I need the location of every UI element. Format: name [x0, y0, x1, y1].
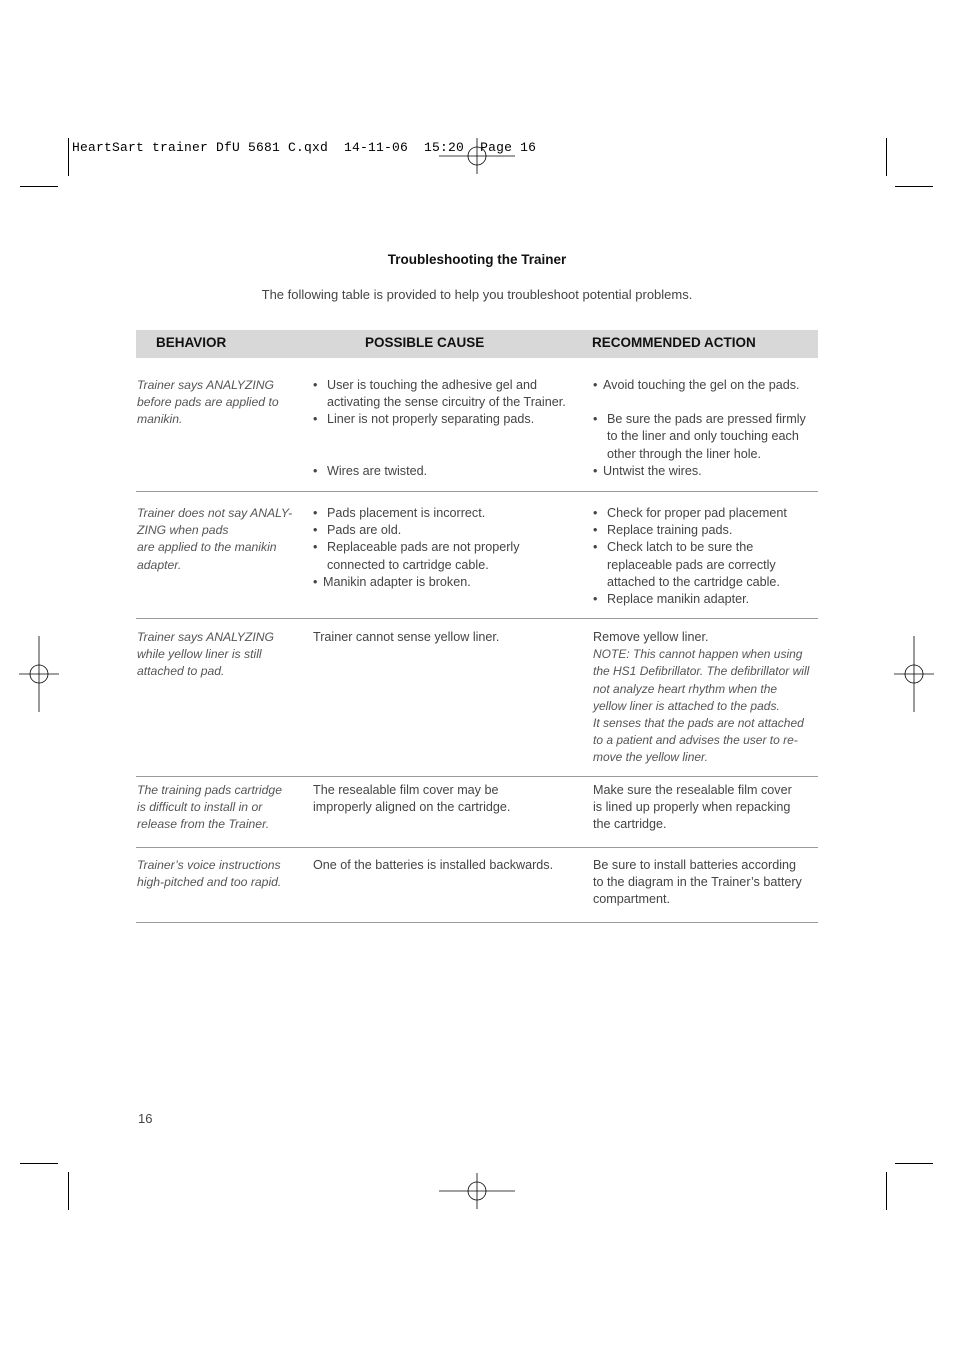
text-line: to the diagram in the Trainer’s battery	[593, 875, 802, 890]
list-item	[313, 539, 583, 573]
text-line: Trainer’s voice instructions	[137, 858, 281, 872]
text-line: • Avoid touching the gel on the pads.	[603, 378, 800, 392]
list-item	[313, 522, 583, 539]
action-cell	[593, 377, 818, 480]
cause-cell	[313, 377, 583, 480]
text-line: release from the Trainer.	[137, 817, 270, 832]
crop-mark	[895, 1163, 933, 1164]
text-line: Remove yellow liner.	[593, 630, 709, 644]
text-line: The training pads cartridge	[137, 783, 282, 797]
text-line: not analyze heart rhythm when the	[593, 681, 778, 696]
behavior-cell	[137, 505, 297, 574]
text-line: Trainer does not say ANALY-	[137, 506, 293, 520]
cause-cell	[313, 505, 583, 591]
text-line: before pads are applied to	[137, 395, 279, 410]
list-item	[593, 539, 818, 591]
table-row	[136, 492, 818, 619]
text-line: to the liner and only touching each	[607, 429, 799, 444]
cause-cell	[313, 629, 583, 646]
list-item	[593, 411, 818, 463]
print-slug: HeartSart trainer DfU 5681 C.qxd 14-11-06 15:20 Page 16	[72, 140, 537, 155]
list-item	[313, 505, 583, 522]
text-line: • Replaceable pads are not properly	[327, 540, 520, 555]
page-title: Troubleshooting the Trainer	[387, 252, 567, 267]
crop-mark	[68, 1172, 69, 1210]
troubleshooting-table	[136, 330, 818, 907]
registration-mark-icon	[457, 1171, 497, 1211]
text-line: • Pads placement is incorrect.	[327, 506, 486, 520]
list-item	[593, 522, 818, 539]
table-row	[136, 619, 818, 777]
header-action: RECOMMENDED ACTION	[592, 335, 756, 350]
text-line: Trainer says ANALYZING	[137, 630, 275, 644]
header-behavior: BEHAVIOR	[156, 335, 227, 350]
text-line: to a patient and advises the user to re-	[593, 733, 798, 748]
list-item	[593, 377, 818, 394]
text-line: attached to pad.	[137, 664, 225, 679]
text-line: • Check latch to be sure the	[607, 540, 754, 555]
text-line: adapter.	[137, 557, 182, 572]
table-header	[136, 330, 818, 358]
text-line: • Be sure the pads are pressed firmly	[607, 412, 806, 427]
crop-mark	[20, 186, 58, 187]
table-row	[136, 777, 818, 848]
text-line: • Check for proper pad placement	[607, 506, 787, 520]
crop-mark	[20, 1163, 58, 1164]
list-item	[593, 591, 818, 608]
text-line: move the yellow liner.	[593, 750, 708, 765]
text-line: Make sure the resealable film cover	[593, 783, 792, 797]
list-item	[313, 377, 583, 411]
text-line: One of the batteries is installed backwards.	[313, 858, 554, 872]
text-line: are applied to the manikin	[137, 540, 277, 555]
text-line: Trainer cannot sense yellow liner.	[313, 630, 500, 644]
text-line: is difficult to install in or	[137, 800, 263, 815]
text-line: activating the sense circuitry of the Trainer.	[327, 395, 566, 410]
action-cell	[593, 782, 818, 834]
list-item	[313, 411, 583, 428]
behavior-cell	[137, 629, 297, 681]
text-line: • Untwist the wires.	[603, 463, 702, 478]
text-line: • Pads are old.	[327, 523, 402, 538]
text-line: is lined up properly when repacking	[593, 800, 791, 815]
action-cell	[593, 505, 818, 608]
text-line: • User is touching the adhesive gel and	[327, 378, 538, 392]
text-line: ZING when pads	[137, 523, 229, 538]
cause-cell	[313, 857, 583, 874]
text-line: while yellow liner is still	[137, 647, 262, 662]
text-line: manikin.	[137, 412, 183, 427]
crop-mark	[886, 138, 887, 176]
text-line: • Wires are twisted.	[327, 463, 428, 478]
crop-mark	[68, 138, 69, 176]
header-cause: POSSIBLE CAUSE	[365, 335, 485, 350]
list-item	[313, 574, 583, 591]
text-line: the cartridge.	[593, 817, 667, 832]
list-item	[313, 463, 583, 480]
note	[593, 646, 818, 766]
text-line: improperly aligned on the cartridge.	[313, 800, 511, 815]
crop-mark	[895, 186, 933, 187]
text-line: compartment.	[593, 892, 670, 907]
table-row	[136, 848, 818, 923]
behavior-cell	[137, 857, 297, 891]
text-line: yellow liner is attached to the pads.	[593, 698, 780, 713]
cause-cell	[313, 782, 583, 816]
text-line: • Manikin adapter is broken.	[323, 574, 471, 589]
text-line: • Replace training pads.	[607, 523, 733, 538]
action-cell	[593, 629, 818, 767]
behavior-cell	[137, 377, 297, 429]
behavior-cell	[137, 782, 297, 834]
text-line: attached to the cartridge cable.	[607, 574, 780, 589]
text-line: • Liner is not properly separating pads.	[327, 412, 535, 427]
registration-mark-icon	[457, 136, 497, 176]
crop-mark	[886, 1172, 887, 1210]
list-item	[593, 463, 818, 480]
text-line: replaceable pads are correctly	[607, 557, 776, 572]
text-line: NOTE: This cannot happen when using	[593, 647, 803, 662]
text-line: The resealable film cover may be	[313, 783, 499, 797]
registration-mark-icon	[19, 654, 59, 694]
action-cell	[593, 857, 818, 909]
intro-text: The following table is provided to help you troubleshoot potential problems.	[261, 287, 693, 302]
text-line: Trainer says ANALYZING	[137, 378, 275, 392]
text-line: It senses that the pads are not attached	[593, 716, 804, 731]
text-line: other through the liner hole.	[607, 446, 762, 461]
list-item	[593, 505, 818, 522]
text-line: the HS1 Defibrillator. The defibrillator will	[593, 664, 810, 679]
registration-mark-icon	[894, 654, 934, 694]
table-row	[136, 358, 818, 492]
text-line: • Replace manikin adapter.	[607, 592, 750, 607]
text-line: high-pitched and too rapid.	[137, 875, 282, 890]
text-line: Be sure to install batteries according	[593, 858, 797, 872]
page-number: 16	[138, 1111, 153, 1126]
text-line: connected to cartridge cable.	[327, 557, 489, 572]
